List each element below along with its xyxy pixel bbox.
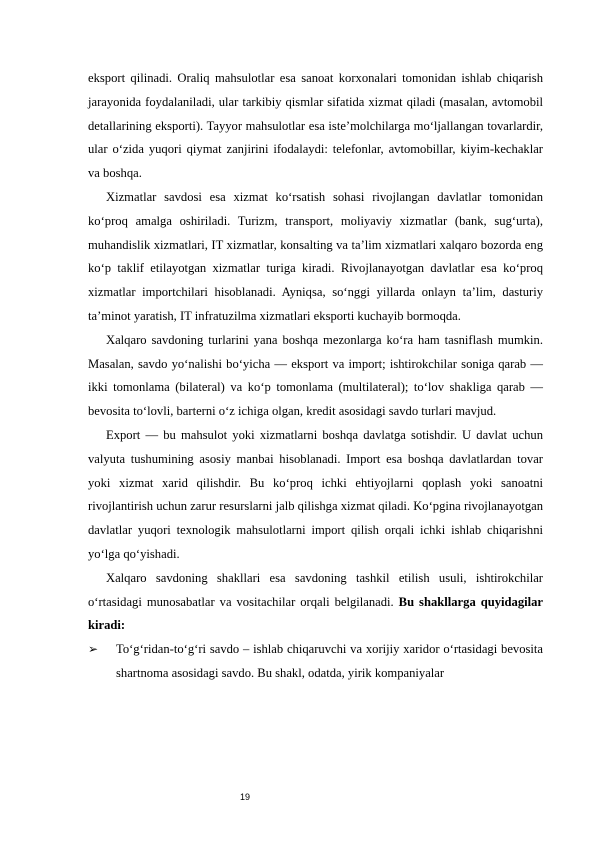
paragraph-services-trade: Xizmatlar savdosi esa xizmat ko‘rsatish sohasi rivojlangan davlatlar tomonidan ko‘proq amalga oshiriladi. Turizm, transport, moliyaviy xizmatlar (bank, sug‘urta), muhandislik xizmatlari, IT xizmatlar, konsalting va ta’lim xizmatlari xalqaro bozorda eng ko‘p taklif etilayotgan xizmatlar turiga kiradi. Rivojlanayotgan davlatlar esa ko‘proq xizmatlar importchilari hisoblanadi. Ayniqsa, so‘nggi yillarda onlayn ta’lim, dasturiy ta’minot yaratish, IT infratuzilma xizmatlari eksporti kuchayib bormoqda.: [88, 189, 543, 323]
paragraph-trade-classification: Xalqaro savdoning turlarini yana boshqa mezonlarga ko‘ra ham tasniflash mumkin. Masalan, savdo yo‘nalishi bo‘yicha — eksport va import; ishtirokchilar soniga qarab — ikki tomonlama (bilateral) va ko‘p tomonlama (multilateral); to‘lov shakliga qarab — bevosita to‘lovli, barterni o‘z ichiga olgan, kredit asosidagi savdo turlari mavjud.: [88, 332, 543, 419]
page-number: 19: [240, 792, 251, 802]
bullet-item-text: To‘g‘ridan-to‘g‘ri savdo – ishlab chiqaruvchi va xorijiy xaridor o‘rtasidagi bevosita shartnoma asosidagi savdo. Bu shakl, odatda, yirik kompaniyalar: [116, 642, 543, 680]
paragraph-export-continuation: eksport qilinadi. Oraliq mahsulotlar esa sanoat korxonalari tomonidan ishlab chiqarish jarayonida foydalaniladi, ular tarkibiy qismlar sifatida xizmat qiladi (masalan, avtomobil detallarining eksporti). Tayyor mahsulotlar esa iste’molchilarga mo‘ljallangan tovarlardir, ular o‘zida yuqori qiymat zanjirini ifodalaydi: telefonlar, avtomobillar, kiyim-kechaklar va boshqa.: [88, 71, 543, 181]
paragraph-export-import: Export — bu mahsulot yoki xizmatlarni boshqa davlatga sotishdir. U davlat uchun valyuta tushumining asosiy manbai hisoblanadi. Import esa boshqa davlatlardan tovar yoki xizmat xarid qilishdir. Bu ko‘proq ichki ehtiyojlarni qoplash yoki sanoatni rivojlantirish uchun zarur resurslarni jalb qilishga xizmat qiladi. Ko‘pgina rivojlanayotgan davlatlar yuqori texnologik mahsulotlarni import qilish orqali ichki ishlab chiqarishni yo‘lga qo‘yishadi.: [88, 427, 543, 561]
paragraph-trade-forms: [88, 567, 543, 638]
document-page: [88, 67, 543, 686]
bullet-item-direct-trade: [88, 638, 543, 686]
arrowhead-bullet-icon: ➢: [88, 642, 99, 657]
trade-forms-text: Xalqaro savdoning shakllari esa savdoning tashkil etilish usuli, ishtirokchilar o‘rtasidagi munosabatlar va vositachilar orqali belgilanadi.: [88, 570, 543, 609]
trade-forms-bold-lead: Bu shakllarga quyidagilar kiradi:: [88, 594, 543, 633]
